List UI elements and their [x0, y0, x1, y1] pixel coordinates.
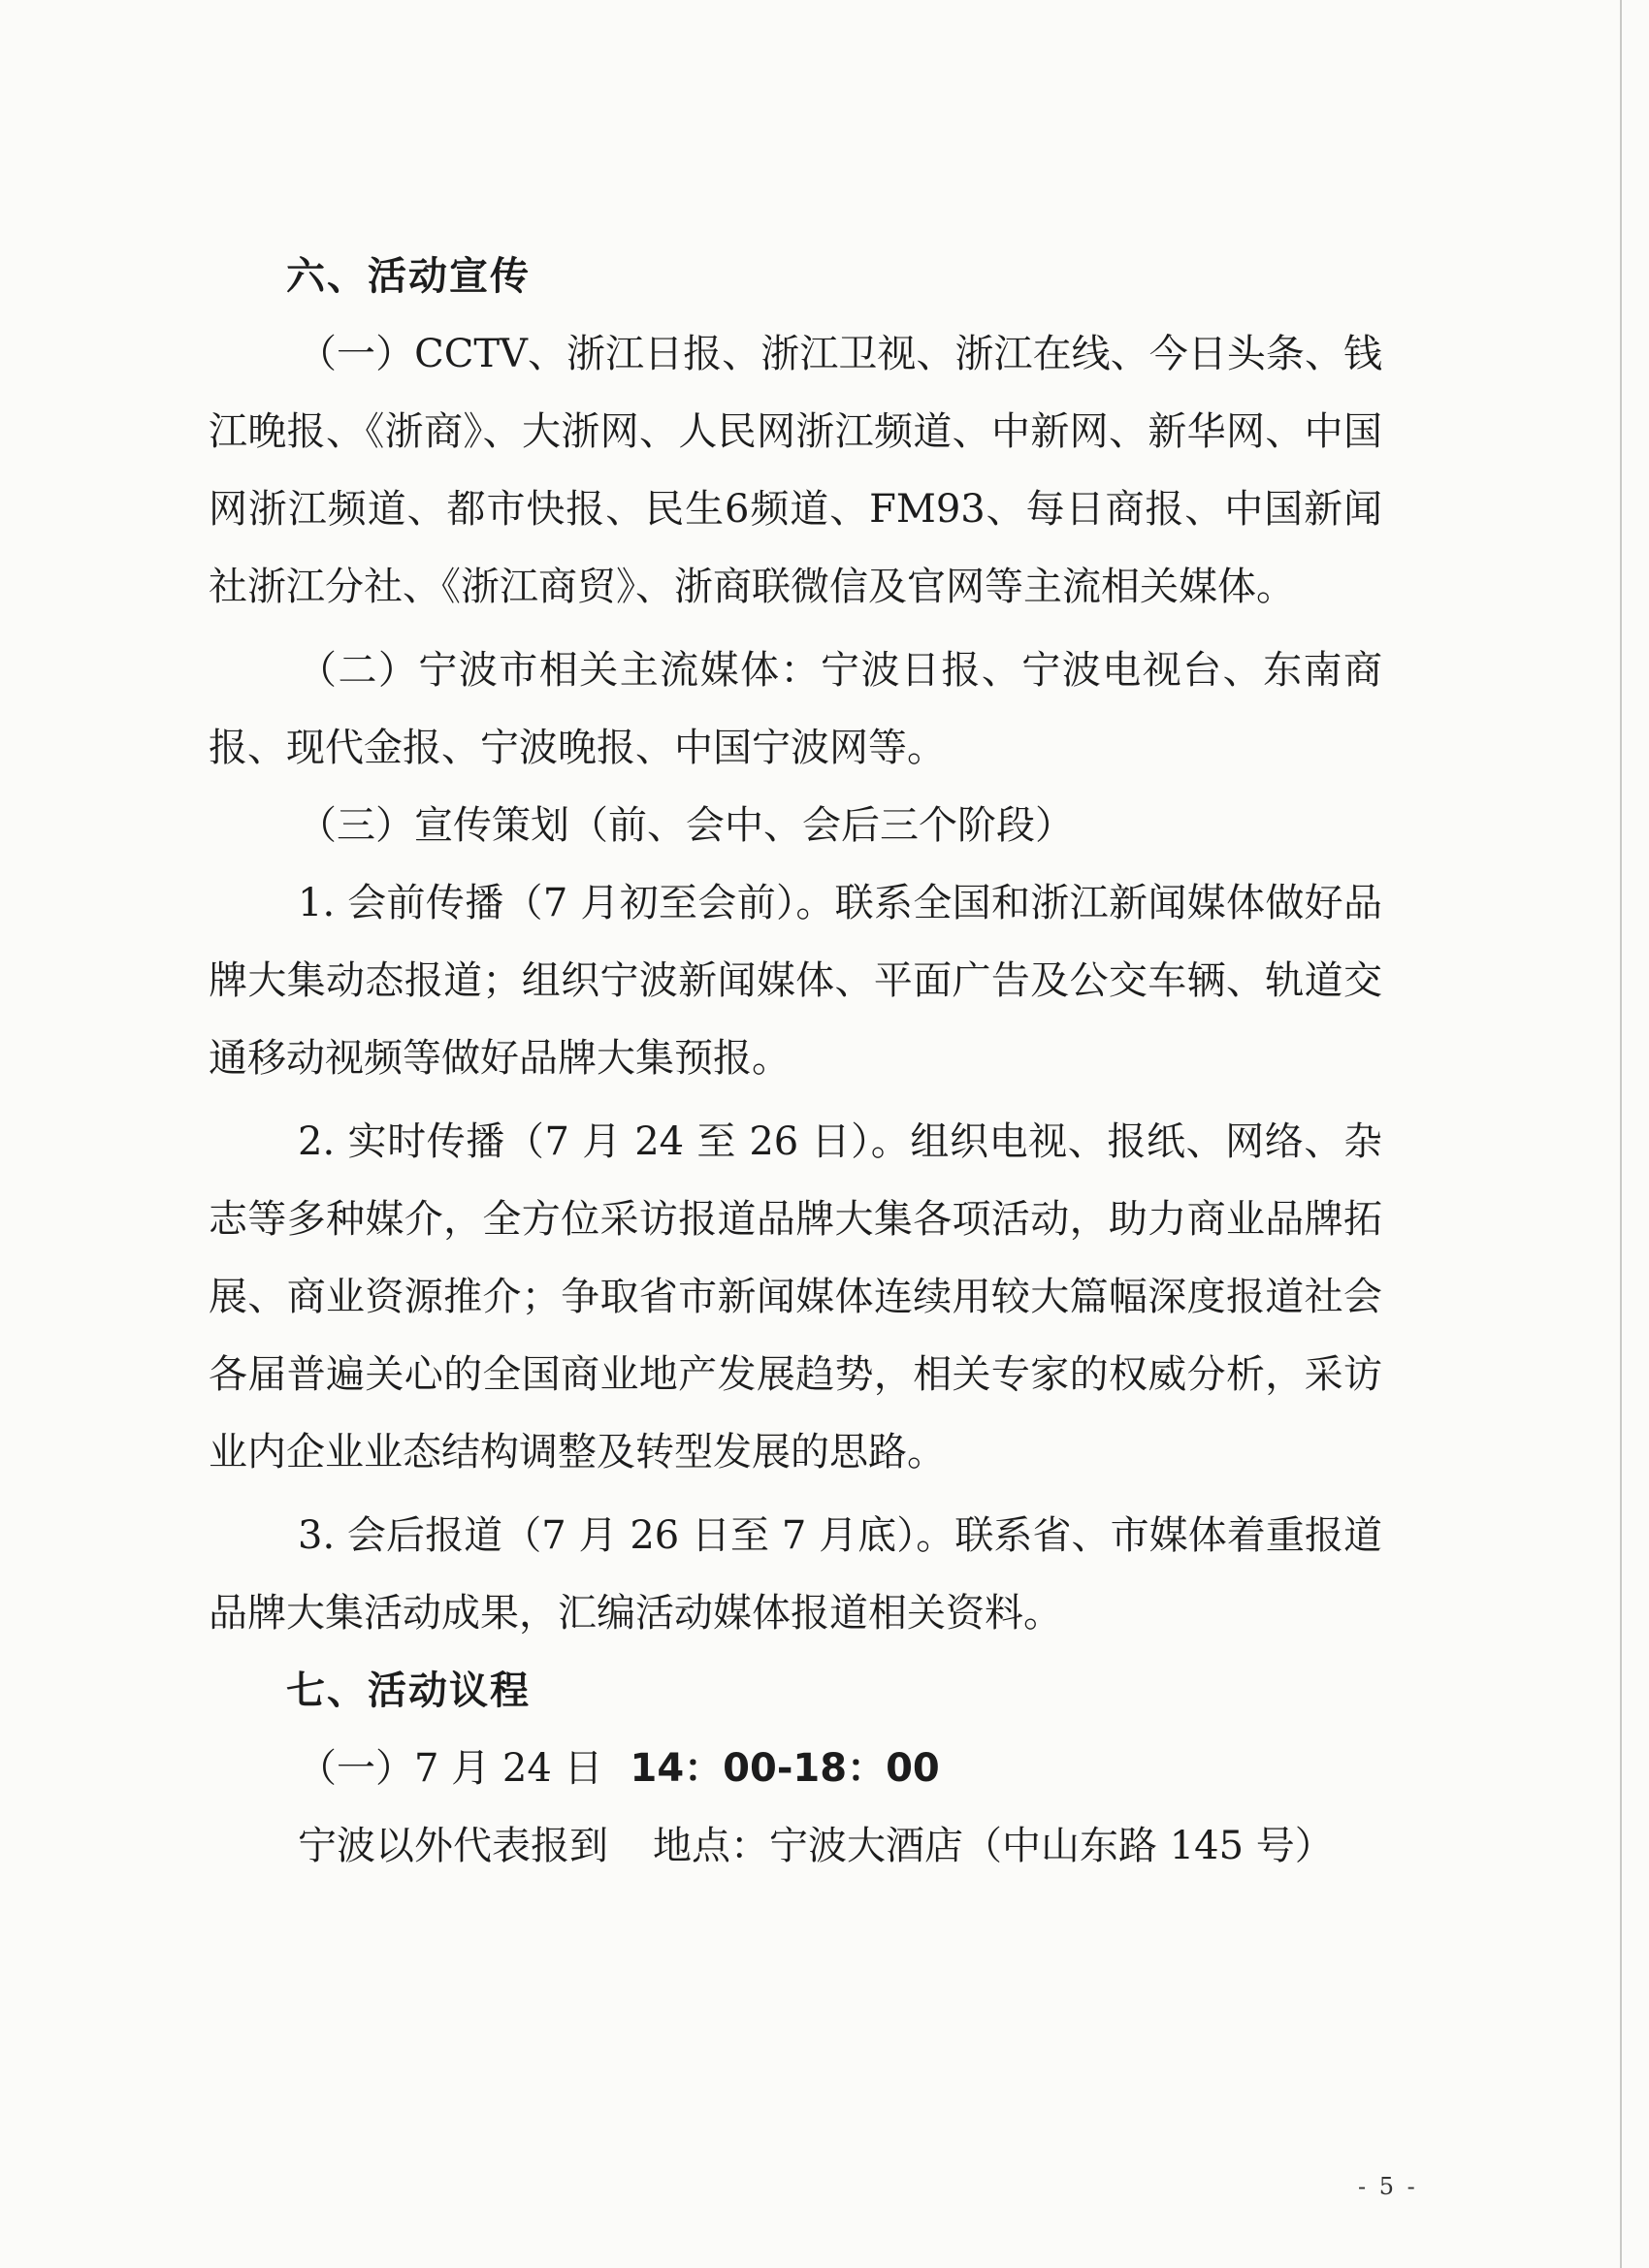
agenda-venue: 地点：宁波大酒店（中山东路 145 号） [653, 1824, 1334, 1868]
section-heading-publicity: 六、活动宣传 [286, 254, 531, 299]
agenda-event: 宁波以外代表报到 [298, 1824, 608, 1868]
document-body [209, 238, 1382, 1885]
paragraph-ningbo-media: （二）宁波市相关主流媒体：宁波日报、宁波电视台、东南商报、现代金报、宁波晚报、中国宁波网等。 [209, 648, 1382, 770]
paragraph-publicity-plan: （三）宣传策划（前、会中、会后三个阶段） [298, 803, 1074, 848]
agenda-item-1 [209, 1730, 1382, 1807]
page-edge-line [1620, 0, 1622, 2268]
agenda-venue-line [209, 1807, 1382, 1885]
page-number: - 5 - [1358, 2173, 1418, 2200]
paragraph-realtime: 2. 实时传播（7 月 24 至 26 日）。组织电视、报纸、网络、杂志等多种媒介，全方位采访报道品牌大集各项活动，助力商业品牌拓展、商业资源推介；争取省市新闻媒体连续用较大篇幅深度报道社会各届普遍关心的全国商业地产发展趋势，相关专家的权威分析，采访业内企业业态结构调整及转型发展的思路。 [209, 1119, 1382, 1474]
agenda-date: （一）7 月 24 日 [298, 1746, 603, 1791]
paragraph-post-event: 3. 会后报道（7 月 26 日至 7 月底）。联系省、市媒体着重报道品牌大集活动成果，汇编活动媒体报道相关资料。 [209, 1513, 1382, 1636]
paragraph-pre-event: 1. 会前传播（7 月初至会前）。联系全国和浙江新闻媒体做好品牌大集动态报道；组织宁波新闻媒体、平面广告及公交车辆、轨道交通移动视频等做好品牌大集预报。 [209, 881, 1382, 1081]
paragraph-national-media: （一）CCTV、浙江日报、浙江卫视、浙江在线、今日头条、钱江晚报、《浙商》、大浙网、人民网浙江频道、中新网、新华网、中国网浙江频道、都市快报、民生6频道、FM93、每日商报、中国新闻社浙江分社、《浙江商贸》、浙商联微信及官网等主流相关媒体。 [209, 332, 1382, 609]
agenda-time: 14：00-18：00 [630, 1746, 940, 1791]
section-heading-agenda: 七、活动议程 [286, 1669, 531, 1713]
